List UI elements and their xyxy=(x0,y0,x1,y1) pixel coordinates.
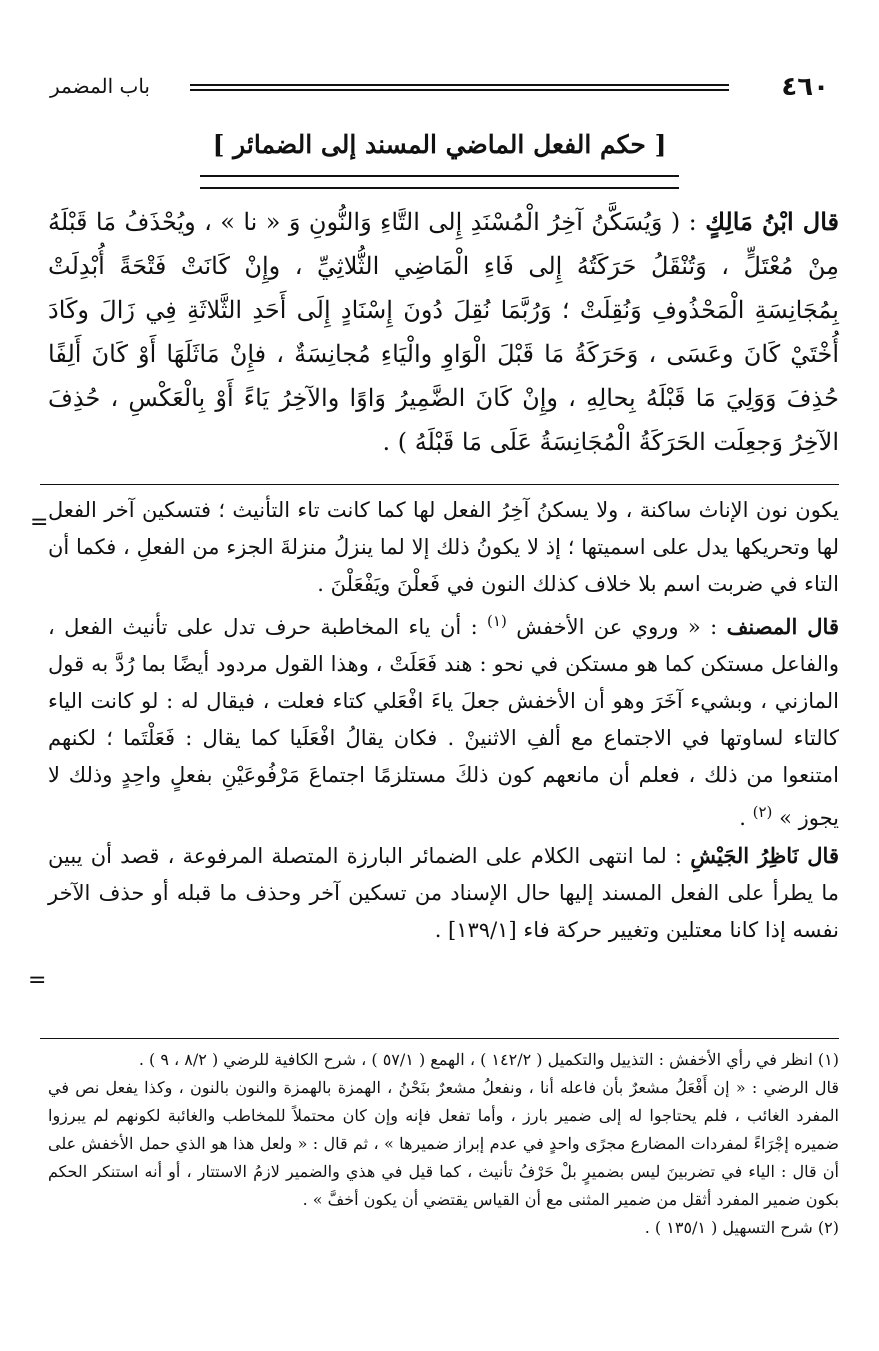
title-rule xyxy=(200,175,679,189)
nazir-body: : لما انتهى الكلام على الضمائر البارزة المتصلة المرفوعة ، قصد أن يبين ما يطرأ على الفعل المسند إليها حال الإسناد من تسكين آخر وحذف ما قبله أو حذف الآخر نفسه إذا كانا معتلين وتغيير حركة فاء [١٣٩/١] . xyxy=(48,844,839,942)
footnote-1: (١) انظر في رأي الأخفش : التذييل والتكميل ( ١٤٢/٢ ) ، الهمع ( ٥٧/١ ) ، شرح الكافية للرضي ( ٨/٢ ، ٩ ) . xyxy=(138,1050,839,1069)
matn-text xyxy=(48,200,839,464)
matn-divider xyxy=(40,484,839,485)
footnotes xyxy=(48,1046,839,1242)
commentary-text xyxy=(48,492,839,949)
author-label-nazir: قال نَاظِرُ الجَيْشِ xyxy=(690,843,839,868)
footnote-ref-2[interactable]: (٢) xyxy=(752,803,773,821)
footnote-2: (٢) شرح التسهيل ( ١٣٥/١ ) . xyxy=(644,1218,839,1237)
quote-body: : أن ياء المخاطبة حرف تدل على تأنيث الفعل ، والفاعل مستكن كما هو مستكن في نحو : هند فَعَلَتْ ، وهذا القول مردود أيضًا بما رُدَّ به قول المازني ، وبشيء آخَرَ وهو أن الأخفش جعلَ ياءَ افْعَلي كتاء فعلت ، فيقال له : لو كانت الياء كالتاء لساوتها في الاجتماع مع ألفِ الاثنينْ . فكان يقالُ افْعَلَيا كما يقال : فَعَلْتَما ؛ لكنهم امتنعوا من ذلك ، فعلم أن مانعهم كون ذلكَ مستلزمًا اجتماعَ مَرْفُوعَيْنِ بفعلٍ واحِدٍ وذلك لا يجوز » xyxy=(48,615,839,830)
author-name: قال ابْنُ مَالِكٍ xyxy=(705,207,839,236)
author-label-musannif: قال المصنف xyxy=(726,614,839,639)
footnote-ref-1[interactable]: (١) xyxy=(487,612,507,630)
page-number: ٤٦٠ xyxy=(781,72,829,102)
chapter-title: باب المضمر xyxy=(50,74,150,98)
commentary-paragraph-1: يكون نون الإناث ساكنة ، ولا يسكنُ آخِرُ الفعل لها كما كانت تاء التأنيث ؛ فتسكين آخر الفعل لها وتحريكها يدل على اسميتها ؛ إذ لا يكونُ ذلك إلا لما ينزلُ منزلةَ الجزء من الفعلِ ، فكما أن التاء في ضربت اسم بلا خلاف كذلك النون في فَعلْنَ ويَفْعَلْنَ . xyxy=(48,498,839,596)
header-rule xyxy=(190,84,729,91)
commentary-paragraph-3 xyxy=(48,837,839,949)
footnote-1-continuation: قال الرضي : « إن أَفْعَلُ مشعرٌ بأن فاعله أنا ، ونفعلُ مشعرٌ بنَحْنُ ، الهمزة بالهمزة والنون بالنون ، وكذا يفعل نص في المفرد الغائب ، فلم يحتاجوا له إلى ضمير بارز ، وأما تفعل فإنه وإن كان محتملاً للمخاطب والغائبة لكونهم لم يبرزوا ضميره إجْرَاءً لمفردات المضارع مجرًى واحدٍ في عدم إبراز ضميرها » ، ثم قال : « ولعل هذا هو الذي حمل الأخفش على أن قال : الياء في تضربينَ ليس بضميرٍ بلْ حَرْفُ تأنيث ، كما قيل في هذي والضمير لازمُ الاستتار ، أو أنه استنكر الحكم بكون ضمير المفرد أثقل من ضمير المثنى مع أن القياس يقتضي أن يكون أخفَّ » . xyxy=(48,1078,840,1209)
quote-end: . xyxy=(739,806,746,830)
matn-body: : ( وَيُسَكَّنُ آخِرُ الْمُسْنَدِ إِلى التَّاءِ وَالنُّونِ وَ « نا » ، ويُحْذَفُ مَا قَبْلَهُ مِنْ مُعْتَلٍّ ، وَتُنْقَلُ حَرَكَتُهُ إِلى فَاءِ الْمَاضِي الثُّلاثِيِّ ، وإِنْ كَانَتْ فَتْحَةً أُبْدِلَتْ بِمُجَانِسَةِ الْمَحْذُوفِ وَنُقِلَتْ ؛ وَرُبَّمَا نُقِلَ دُونَ إِسْنَادٍ إِلَى أَحَدِ الثَّلاثَةِ فِي زَالَ وكَادَ أُخْتَيْ كَانَ وعَسَى ، وَحَرَكَةُ مَا قَبْلَ الْوَاوِ والْيَاءِ مُجانِسَةٌ ، فإِنْ مَاثَلَهَا أَوْ كَانَ أَلِفًا حُذِفَ وَوَلِيَ مَا قَبْلَهُ بِحالِهِ ، وإِنْ كَانَ الضَّمِيرُ وَاوًا والآخِرُ يَاءً أَوْ بِالْعَكْسِ ، حُذِفَ الآخِرُ وَجعِلَت الحَرَكَةُ الْمُجَانِسَةُ عَلَى مَا قَبْلَهُ ) . xyxy=(48,208,839,456)
quote-start: : « وروي عن الأخفش xyxy=(516,615,718,639)
page-header xyxy=(40,72,839,108)
footnote-divider xyxy=(40,1038,839,1039)
commentary-paragraph-2 xyxy=(48,603,839,837)
matn-paragraph xyxy=(48,200,839,464)
continuation-mark-bottom: = xyxy=(28,968,47,993)
section-title: [ حكم الفعل الماضي المسند إلى الضمائر ] xyxy=(212,130,667,159)
continuation-mark-top: = xyxy=(30,510,49,535)
